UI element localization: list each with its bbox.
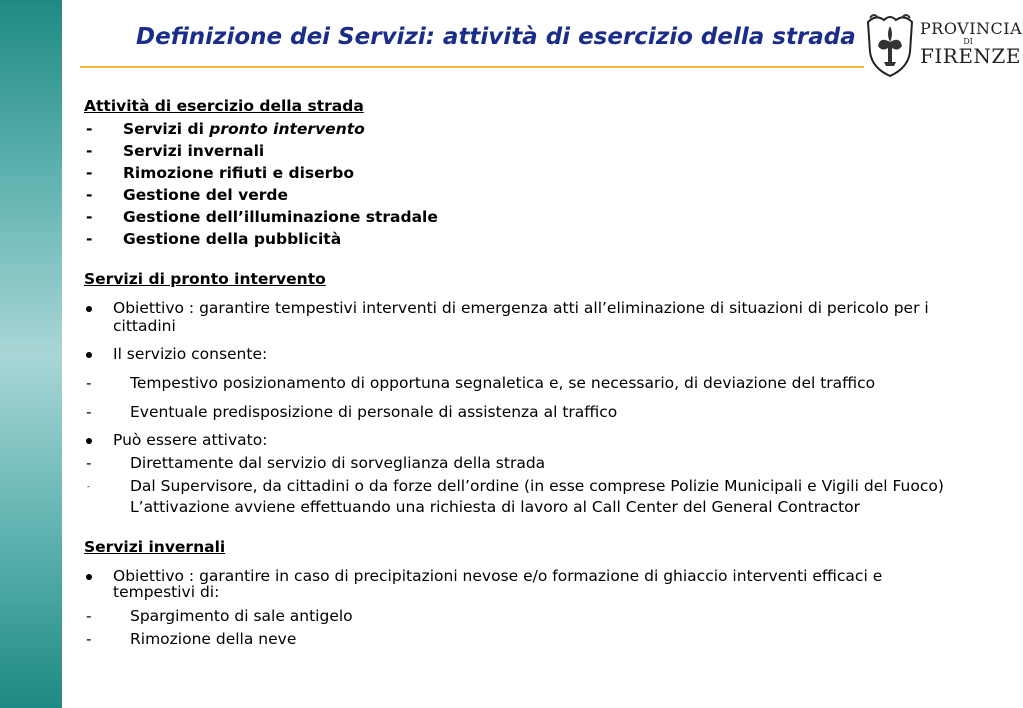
- list-item: Tempestivo posizionamento di opportuna segnaletica e, se necessario, di deviazione del traffico: [130, 374, 876, 392]
- fleur-de-lis-crest-icon: [864, 12, 916, 78]
- list-dash: -: [86, 607, 92, 625]
- section-heading-attivita: Attività di esercizio della strada: [84, 97, 364, 115]
- title-divider: [80, 66, 864, 68]
- list-dash: -: [86, 630, 92, 648]
- list-item: Spargimento di sale antigelo: [130, 607, 353, 625]
- list-item: Eventuale predisposizione di personale di assistenza al traffico: [130, 403, 618, 421]
- provincia-logo: [864, 12, 1023, 80]
- list-dash: -: [86, 186, 93, 204]
- list-item: Gestione dell’illuminazione stradale: [123, 208, 438, 226]
- list-item: Servizi di pronto intervento: [123, 120, 365, 138]
- list-dash: -: [86, 164, 93, 182]
- page-title: Definizione dei Servizi: attività di esercizio della strada: [136, 24, 856, 50]
- list-dash: -: [86, 142, 93, 160]
- list-item: Gestione del verde: [123, 186, 288, 204]
- bullet-icon: [86, 306, 92, 312]
- bullet-icon: [86, 352, 92, 358]
- logo-line-di: DI: [963, 37, 973, 46]
- logo-line-provincia: PROVINCIA: [920, 19, 1023, 38]
- list-dash: -: [86, 454, 92, 472]
- list-item: Dal Supervisore, da cittadini o da forze dell’ordine (in esse comprese Polizie Municipali e Vigili del Fuoco): [130, 477, 944, 495]
- section-heading-servizi-invernali: Servizi invernali: [84, 538, 226, 556]
- list-item: Il servizio consente:: [113, 345, 268, 363]
- objective-line: Obiettivo : garantire tempestivi interventi di emergenza atti all’eliminazione di situazioni di pericolo per i: [113, 299, 929, 317]
- list-dash: -: [86, 120, 93, 138]
- list-item: Direttamente dal servizio di sorveglianza della strada: [130, 454, 546, 472]
- list-item: Rimozione rifiuti e diserbo: [123, 164, 355, 182]
- bullet-icon: [86, 438, 92, 444]
- logo-text: [920, 19, 1023, 68]
- list-item: Servizi invernali: [123, 142, 265, 160]
- list-item: Gestione della pubblicità: [123, 230, 342, 248]
- objective-line: Obiettivo : garantire in caso di precipitazioni nevose e/o formazione di ghiaccio interventi efficaci e: [113, 567, 883, 585]
- decorative-sidebar: [0, 0, 62, 708]
- section-heading-pronto-intervento: Servizi di pronto intervento: [84, 270, 326, 288]
- activation-note: L’attivazione avviene effettuando una richiesta di lavoro al Call Center del General Contractor: [130, 498, 861, 516]
- objective-line: cittadini: [113, 317, 176, 335]
- list-dash: -: [87, 482, 90, 491]
- list-dash: -: [86, 374, 92, 392]
- objective-line: tempestivi di:: [113, 583, 220, 601]
- list-dash: -: [86, 208, 93, 226]
- list-item: Rimozione della neve: [130, 630, 297, 648]
- list-item: Può essere attivato:: [113, 431, 268, 449]
- logo-line-firenze: FIRENZE: [920, 44, 1021, 68]
- list-dash: -: [86, 403, 92, 421]
- list-dash: -: [86, 230, 93, 248]
- bullet-icon: [86, 574, 92, 580]
